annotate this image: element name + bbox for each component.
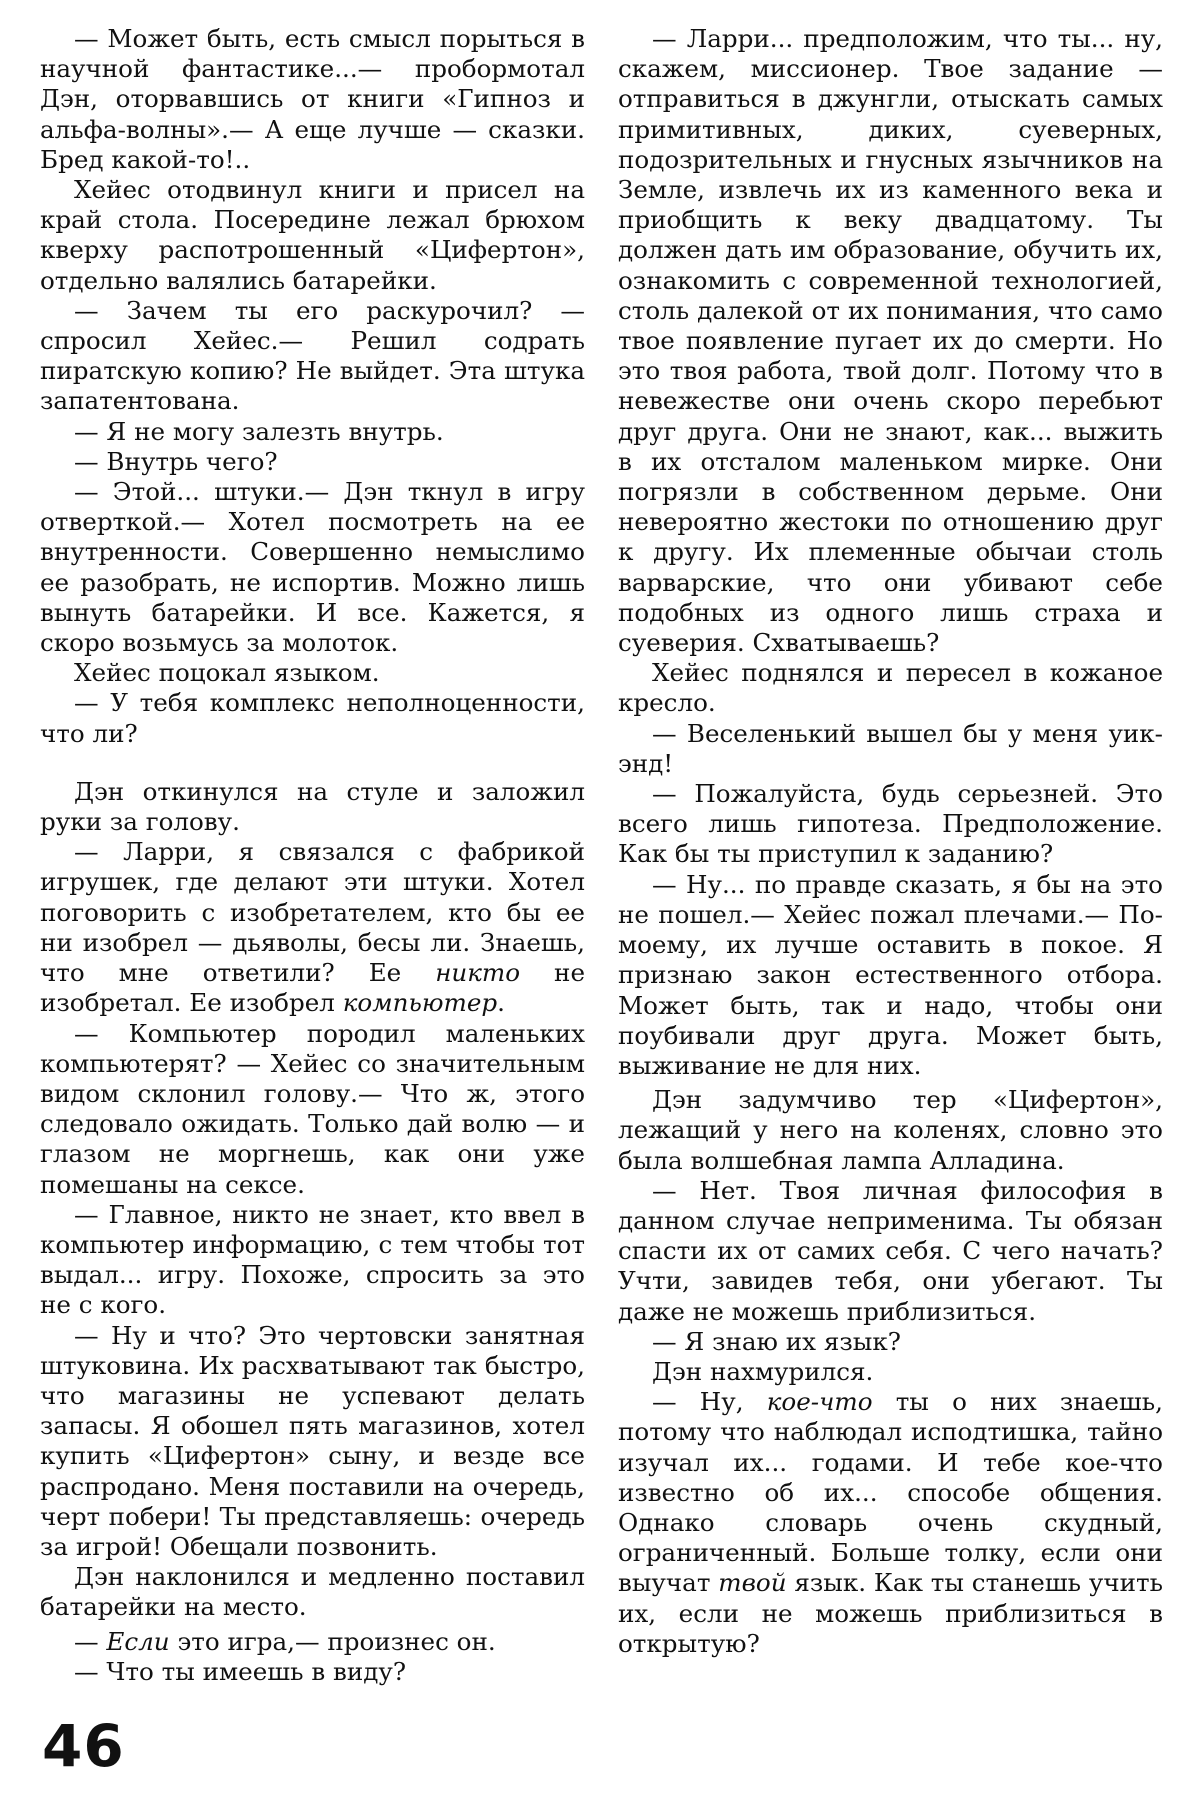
left-column bbox=[40, 24, 585, 1687]
paragraph: — Я не могу залезть внутрь. bbox=[74, 416, 444, 446]
paragraph bbox=[618, 1387, 1163, 1659]
paragraph: — Главное, никто не знает, кто ввел в компьютер информацию, с тем чтобы тот выдал... игру. Похоже, спросить за это не с кого. bbox=[40, 1199, 585, 1320]
text-run: язык. Как ты станешь учить их, если не можешь приблизиться в открытую? bbox=[618, 1568, 1163, 1658]
text-run: . bbox=[497, 988, 505, 1018]
right-column bbox=[618, 24, 1163, 1659]
italic-text: кое-что bbox=[766, 1387, 873, 1417]
paragraph: — Компьютер породил маленьких компьютерят? — Хейес со значительным видом склонил голову.— Что ж, этого следовало ожидать. Только дай волю — и глазом не моргнешь, как они уже помешаны на сексе. bbox=[40, 1018, 585, 1199]
paragraph: — Ну и что? Это чертовски занятная штуковина. Их расхватывают так быстро, что магазины не успевают делать запасы. Я обошел пять магазинов, хотел купить «Цифертон» сыну, и везде все распродано. Меня поставили на очередь, черт побери! Ты представляешь: очередь за игрой! Обещали позвонить. bbox=[40, 1320, 585, 1561]
italic-text: Если bbox=[106, 1626, 170, 1656]
paragraph: — Зачем ты его раскурочил? — спросил Хейес.— Решил содрать пиратскую копию? Не выйдет. Эта штука запатентована. bbox=[40, 295, 585, 416]
text-run: — Ну, bbox=[652, 1387, 767, 1417]
paragraph: Дэн задумчиво тер «Цифертон», лежащий у него на коленях, словно это была волшебная лампа Алладина. bbox=[618, 1085, 1163, 1175]
paragraph: — Может быть, есть смысл порыться в научной фантастике...— пробормотал Дэн, оторвавшись от книги «Гипноз и альфа-волны».— А еще лучше — сказки. Бред какой-то!.. bbox=[40, 24, 585, 174]
text-run: это игра,— произнес он. bbox=[169, 1626, 496, 1656]
paragraph: — Я знаю их язык? bbox=[652, 1326, 901, 1356]
paragraph: — Что ты имеешь в виду? bbox=[74, 1656, 407, 1686]
paragraph: Дэн наклонился и медленно поставил батарейки на место. bbox=[40, 1562, 585, 1622]
paragraph: Дэн откинулся на стуле и заложил руки за голову. bbox=[40, 776, 585, 837]
paragraph: Хейес поднялся и пересел в кожаное кресло. bbox=[618, 658, 1163, 718]
paragraph: — Ну... по правде сказать, я бы на это не пошел.— Хейес пожал плечами.— По-моему, их лучше оставить в покое. Я признаю закон естественного отбора. Может быть, так и надо, чтобы они поубивали друг друга. Может быть, выживание не для них. bbox=[618, 869, 1163, 1080]
text-run: не изобретал. Ее изобрел bbox=[40, 958, 585, 1018]
paragraph: — Нет. Твоя личная философия в данном случае неприменима. Ты обязан спасти их от самих себя. С чего начать? Учти, завидев тебя, они убегают. Ты даже не можешь приблизиться. bbox=[618, 1175, 1163, 1326]
italic-text: твой bbox=[718, 1568, 787, 1598]
paragraph: — Ларри... предположим, что ты... ну, скажем, миссионер. Твое задание — отправиться в джунгли, отыскать самых примитивных, диких, суеверных, подозрительных и гнусных язычников на Земле, извлечь их из каменного века и приобщить к веку двадцатому. Ты должен дать им образование, обучить их, ознакомить с современной технологией, столь далекой от их понимания, что само твое появление пугает их до смерти. Но это твоя работа, твой долг. Потому что в невежестве они очень скоро перебьют друг друга. Они не знают, как... выжить в их отсталом маленьком мирке. Они погрязли в собственном дерьме. Они невероятно жестоки по отношению друг к другу. Их племенные обычаи столь варварские, что они убивают себе подобных из одного лишь страха и суеверия. Схватываешь? bbox=[618, 24, 1163, 658]
paragraph: Дэн нахмурился. bbox=[652, 1356, 874, 1386]
paragraph bbox=[40, 837, 585, 1018]
paragraph: Хейес поцокал языком. bbox=[74, 658, 380, 688]
paragraph: — Веселенький вышел бы у меня уик-энд! bbox=[618, 718, 1163, 778]
italic-text: компьютер bbox=[342, 988, 498, 1018]
paragraph bbox=[40, 1627, 585, 1657]
paragraph: — Внутрь чего? bbox=[74, 446, 278, 476]
text-run: ты о них знаешь, потому что наблюдал исподтишка, тайно изучал их... годами. И тебе кое-что известно об их... способе общения. Однако словарь очень скудный, ограниченный. Больше толку, если они выучат bbox=[618, 1387, 1164, 1598]
page-number: 46 bbox=[42, 1712, 125, 1780]
paragraph: — Пожалуйста, будь серьезней. Это всего лишь гипотеза. Предположение. Как бы ты приступил к заданию? bbox=[618, 779, 1163, 869]
paragraph: Хейес отодвинул книги и присел на край стола. Посередине лежал брюхом кверху распотрошенный «Цифертон», отдельно валялись батарейки. bbox=[40, 175, 585, 295]
text-run: — Ларри, я связался с фабрикой игрушек, где делают эти штуки. Хотел поговорить с изобретателем, кто бы ее ни изобрел — дьяволы, бесы ли. Знаешь, что мне ответили? Ее bbox=[40, 837, 585, 988]
italic-text: никто bbox=[435, 958, 521, 988]
paragraph: — Этой... штуки.— Дэн ткнул в игру отверткой.— Хотел посмотреть на ее внутренности. Совершенно немыслимо ее разобрать, не испортив. Можно лишь вынуть батарейки. И все. Кажется, я скоро возьмусь за молоток. bbox=[40, 477, 585, 658]
text-run: — bbox=[74, 1626, 107, 1656]
paragraph: — У тебя комплекс неполноценности, что ли? bbox=[40, 688, 585, 748]
